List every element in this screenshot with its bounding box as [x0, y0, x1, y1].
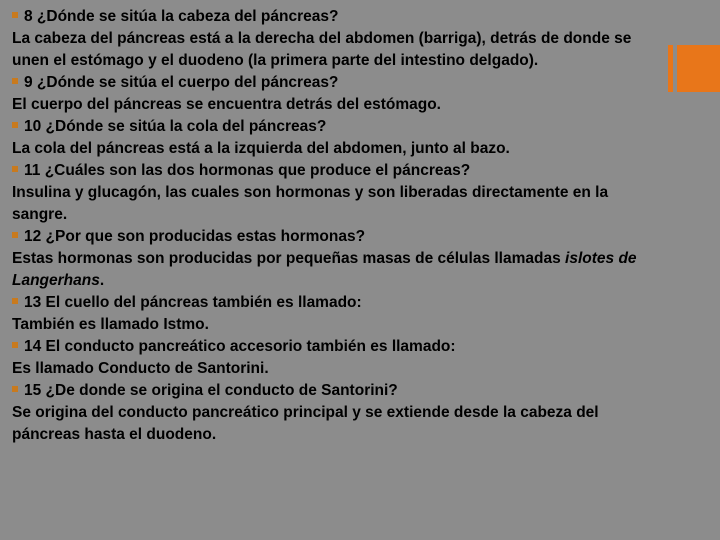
- accent-bar: [668, 45, 673, 92]
- question-text: 15 ¿De donde se origina el conducto de Santorini?: [24, 382, 398, 399]
- answer-9: El cuerpo del páncreas se encuentra detrás del estómago.: [12, 96, 441, 113]
- question-text: 11 ¿Cuáles son las dos hormonas que produce el páncreas?: [24, 162, 471, 179]
- accent-box: [677, 45, 720, 92]
- answer-text: Estas hormonas son producidas por pequeñas masas de células llamadas: [12, 250, 561, 267]
- question-13: [12, 292, 660, 314]
- square-bullet-icon: [12, 342, 18, 348]
- square-bullet-icon: [12, 78, 18, 84]
- question-text: 13 El cuello del páncreas también es llamado:: [24, 294, 362, 311]
- square-bullet-icon: [12, 298, 18, 304]
- answer-11: Insulina y glucagón, las cuales son hormonas y son liberadas directamente en la sangre.: [12, 184, 609, 223]
- question-9: [12, 72, 660, 94]
- question-text: 10 ¿Dónde se sitúa la cola del páncreas?: [24, 118, 327, 135]
- square-bullet-icon: [12, 122, 18, 128]
- answer-10: La cola del páncreas está a la izquierda del abdomen, junto al bazo.: [12, 140, 510, 157]
- question-14: [12, 336, 660, 358]
- answer-8: La cabeza del páncreas está a la derecha del abdomen (barriga), detrás de donde se unen el estómago y el duodeno (la primera parte del intestino delgado).: [12, 30, 632, 69]
- answer-12: [12, 248, 660, 292]
- slide-content: [12, 6, 660, 446]
- answer-italic-term: islotes de Langerhans: [12, 250, 637, 289]
- square-bullet-icon: [12, 232, 18, 238]
- question-text: 9 ¿Dónde se sitúa el cuerpo del páncreas?: [24, 74, 339, 91]
- square-bullet-icon: [12, 166, 18, 172]
- answer-15: Se origina del conducto pancreático principal y se extiende desde la cabeza del páncreas hasta el duodeno.: [12, 404, 599, 443]
- square-bullet-icon: [12, 12, 18, 18]
- answer-tail: .: [99, 272, 105, 289]
- question-text: 12 ¿Por que son producidas estas hormonas?: [24, 228, 366, 245]
- question-12: [12, 226, 660, 248]
- question-11: [12, 160, 660, 182]
- question-10: [12, 116, 660, 138]
- answer-13: También es llamado Istmo.: [12, 316, 209, 333]
- question-15: [12, 380, 660, 402]
- question-text: 8 ¿Dónde se sitúa la cabeza del páncreas?: [24, 8, 339, 25]
- answer-14: Es llamado Conducto de Santorini.: [12, 360, 269, 377]
- question-8: [12, 6, 660, 28]
- square-bullet-icon: [12, 386, 18, 392]
- question-text: 14 El conducto pancreático accesorio también es llamado:: [24, 338, 456, 355]
